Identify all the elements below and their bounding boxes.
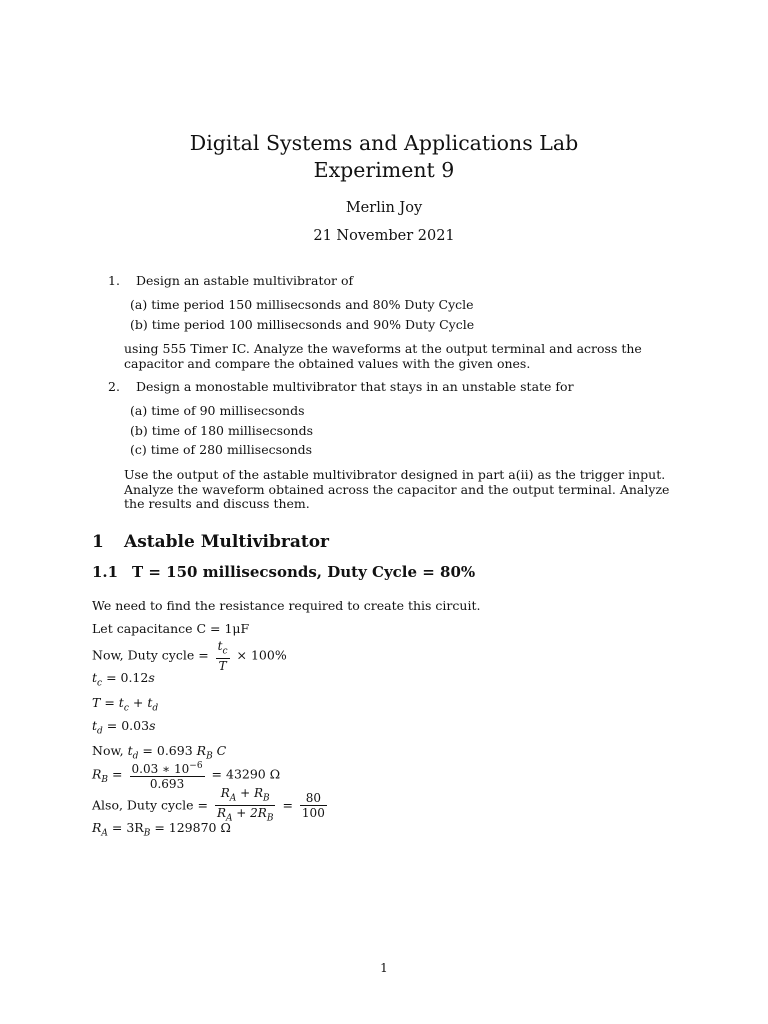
body-capacitance: Let capacitance C = 1μF (92, 621, 250, 636)
subsection-title: T = 150 millisecsonds, Duty Cycle = 80% (132, 563, 476, 581)
T-equation: $T = t_c + t_d$ (92, 695, 159, 714)
subitem-text: time of 90 millisecsonds (151, 403, 305, 418)
subitem-label: (a) (130, 297, 148, 312)
paper-author: Merlin Joy (345, 200, 423, 216)
subitem-text: time of 280 millisecsonds (150, 442, 313, 457)
duty-fraction: $\frac{t_c}{T}$ (217, 639, 228, 674)
subitem-text: time of 180 millisecsonds (151, 423, 314, 438)
task-1 (108, 274, 353, 289)
rb-equation: $R_B$ = $\frac{0.03 ∗ 10^{-6}}{0.693}$ = 43290 Ω (92, 761, 281, 791)
task-2-text: Design a monostable multivibrator that stays in an unstable state for (136, 379, 574, 394)
section-1-heading (92, 532, 329, 552)
task-2-footer: Use the output of the astable multivibrator designed in part a(ii) as the trigger input. Analyze the waveform obtained across the capacitor and the output terminal. Analyze the results and discuss them. (124, 467, 670, 511)
paper-title-line1: Digital Systems and Applications Lab (189, 131, 579, 155)
paper-title-line2: Experiment 9 (313, 158, 455, 182)
subsection-1-1-heading (92, 563, 475, 581)
task-2-subitem-c (130, 443, 312, 458)
subitem-text: time period 100 millisecsonds and 90% Duty Cycle (151, 317, 475, 332)
subitem-label: (b) (130, 423, 148, 438)
td-equation: $t_d = 0.03s$ (92, 718, 156, 737)
task-1-number: 1. (108, 273, 120, 288)
resistor-ratio-fraction: $\frac{R_A + R_B}{R_A + 2R_B}$ (216, 786, 274, 824)
subitem-label: (a) (130, 403, 148, 418)
subsection-number: 1.1 (92, 563, 119, 581)
section-title: Astable Multivibrator (124, 532, 329, 552)
task-2-subitem-a (130, 404, 305, 419)
rb-fraction: $\frac{0.03 ∗ 10^{-6}}{0.693}$ (131, 761, 203, 791)
task-2-number: 2. (108, 379, 120, 394)
subitem-label: (c) (130, 442, 147, 457)
also-duty-equation: Also, Duty cycle = $\frac{R_A + R_B}{R_A + 2R_B}$ = $\frac{80}{100}$ (92, 786, 325, 824)
page-number: 1 (380, 961, 388, 975)
task-1-subitem-b (130, 318, 474, 333)
task-1-subitem-a (130, 298, 474, 313)
body-intro: We need to find the resistance required to create this circuit. (92, 598, 481, 613)
task-2-subitem-b (130, 424, 313, 439)
ra-equation: $R_A = 3R_B = 129870$ Ω (92, 820, 231, 839)
paper-date: 21 November 2021 (313, 228, 455, 244)
subitem-text: time period 150 millisecsonds and 80% Duty Cycle (151, 297, 474, 312)
section-number: 1 (92, 532, 104, 552)
task-2 (108, 380, 574, 395)
task-1-text: Design an astable multivibrator of (136, 273, 354, 288)
tc-equation: $t_c = 0.12s$ (92, 670, 155, 689)
percentage-fraction: $\frac{80}{100}$ (301, 791, 325, 821)
task-1-footer: using 555 Timer IC. Analyze the waveforms at the output terminal and across the capacitor and compare the obtained values with the given ones. (124, 341, 642, 371)
subitem-label: (b) (130, 317, 148, 332)
td-rc-equation: Now, $t_d = 0.693$ $R_B$ C (92, 743, 227, 762)
duty-cycle-equation: Now, Duty cycle = $\frac{t_c}{T}$ × 100% (92, 639, 287, 674)
